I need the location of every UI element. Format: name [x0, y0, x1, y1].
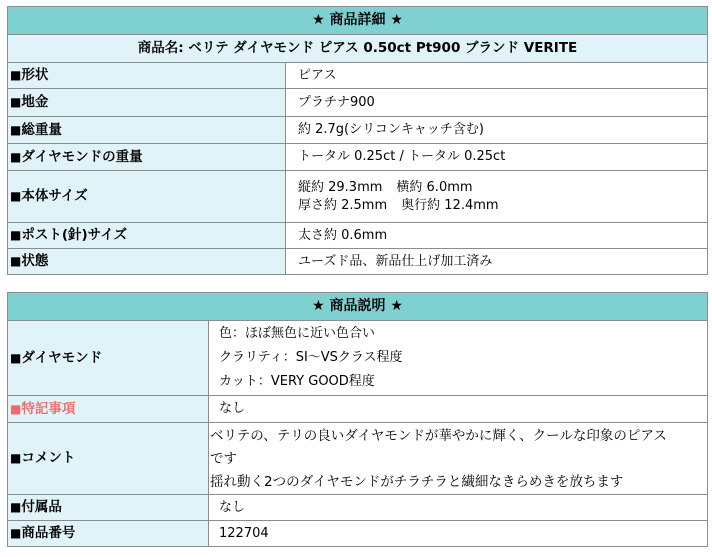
bullet-icon: ■	[10, 451, 22, 466]
bullet-icon: ■	[10, 254, 22, 269]
label-special-notes: ■特記事項	[8, 396, 209, 423]
product-description-table	[7, 292, 708, 547]
label-body-size: ■本体サイズ	[8, 171, 286, 223]
label-item-number: ■商品番号	[8, 521, 209, 547]
body-size-line-1: 縦約 29.3mm 横約 6.0mm	[298, 179, 473, 195]
label-condition: ■状態	[8, 249, 286, 275]
bullet-icon: ■	[10, 68, 22, 83]
value-item-number: 122704	[209, 521, 708, 547]
label-accessories: ■付属品	[8, 495, 209, 521]
bullet-icon: ■	[10, 401, 22, 416]
bullet-icon: ■	[10, 228, 22, 243]
label-shape: ■形状	[8, 63, 286, 89]
value-post-size: 太さ約 0.6mm	[286, 223, 708, 249]
diamond-clarity: クラリティ：SI〜VSクラス程度	[219, 350, 403, 365]
label-diamond: ■ダイヤモンド	[8, 321, 209, 396]
value-total-weight: 約 2.7g(シリコンキャッチ含む)	[286, 117, 708, 144]
value-special-notes: なし	[209, 396, 708, 423]
bullet-icon: ■	[10, 189, 22, 204]
product-name: 商品名: ベリテ ダイヤモンド ピアス 0.50ct Pt900 ブランド VERITE	[8, 35, 708, 63]
label-diamond-weight: ■ダイヤモンドの重量	[8, 144, 286, 171]
value-metal: プラチナ900	[286, 89, 708, 117]
label-post-size: ■ポスト(針)サイズ	[8, 223, 286, 249]
diamond-cut: カット：VERY GOOD程度	[219, 374, 375, 389]
label-total-weight: ■総重量	[8, 117, 286, 144]
details-header: ★ 商品詳細 ★	[8, 7, 708, 35]
product-details-table	[7, 6, 708, 275]
value-shape: ピアス	[286, 63, 708, 89]
label-comment: ■コメント	[8, 423, 209, 495]
value-diamond-weight: トータル 0.25ct / トータル 0.25ct	[286, 144, 708, 171]
comment-line-3: 揺れ動く2つのダイヤモンドがチラチラと繊細なきらめきを放ちます	[210, 473, 624, 490]
description-header: ★ 商品説明 ★	[8, 293, 708, 321]
label-metal: ■地金	[8, 89, 286, 117]
bullet-icon: ■	[10, 122, 22, 137]
comment-line-2: です	[210, 450, 237, 467]
bullet-icon: ■	[10, 526, 22, 541]
bullet-icon: ■	[10, 500, 22, 515]
value-diamond	[209, 321, 708, 396]
diamond-color: 色：ほぼ無色に近い色合い	[219, 326, 376, 341]
bullet-icon: ■	[10, 149, 22, 164]
bullet-icon: ■	[10, 350, 22, 365]
value-accessories: なし	[209, 495, 708, 521]
value-comment	[209, 423, 708, 495]
bullet-icon: ■	[10, 95, 22, 110]
value-condition: ユーズド品、新品仕上げ加工済み	[286, 249, 708, 275]
value-body-size	[286, 171, 708, 223]
body-size-line-2: 厚さ約 2.5mm 奥行約 12.4mm	[298, 197, 499, 213]
comment-line-1: ベリテの、テリの良いダイヤモンドが華やかに輝く、クールな印象のピアス	[210, 427, 667, 444]
